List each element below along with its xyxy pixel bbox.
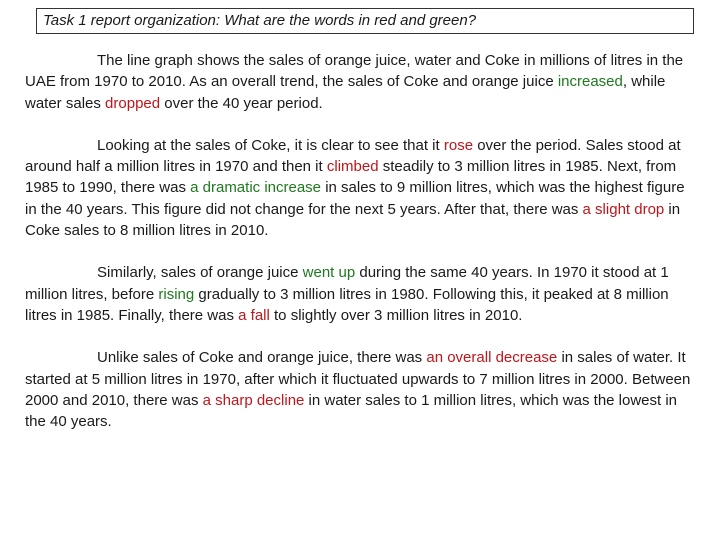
text-segment: over the period. Sales stood at around half a million litres in 1970 and then it (25, 136, 681, 176)
paragraph-orange-juice (25, 262, 697, 326)
text-segment: over the 40 year period. (160, 94, 323, 112)
text-segment: steadily to 3 million litres in 1985. Next, from 1985 to 1990, there was (25, 158, 677, 197)
text-segment: Looking at the sales of Coke, it is clear to see that it (97, 136, 444, 154)
text-segment: to slightly over 3 million litres in 2010. (269, 306, 523, 324)
text-segment: , while water sales (25, 73, 666, 112)
highlight-red: a fall (238, 306, 270, 324)
highlight-red: a slight drop (582, 200, 665, 218)
text-segment: gradually to 3 million litres in 1980. Following this, it peaked at 8 million litres in 1985. Finally, there was (25, 285, 669, 324)
text-segment: during the same 40 years. In 1970 it stood at 1 million litres, before (25, 264, 669, 303)
report-body (25, 50, 697, 453)
text-segment: in water sales to 1 million litres, which was the lowest in the 40 years. (25, 391, 678, 431)
text-segment: in sales of water. It started at 5 million litres in 1970, after which it fluctuated upwards to 7 million litres in 2000. Between 2000 and 2010, there was (25, 349, 691, 409)
highlight-red: dropped (105, 94, 161, 112)
highlight-red: climbed (326, 158, 379, 176)
text-segment: in Coke sales to 8 million litres in 2010. (25, 200, 681, 240)
text-segment: in sales to 9 million litres, which was the highest figure in the 40 years. This figure did not change for the next 5 years. After that, there was (25, 179, 685, 218)
paragraph-coke (25, 135, 697, 241)
paragraph-intro (25, 50, 697, 114)
paragraph-water (25, 347, 697, 432)
highlight-red: a sharp decline (202, 391, 305, 409)
highlight-green: rising (158, 285, 195, 303)
task-title: Task 1 report organization: What are the words in red and green? (43, 12, 477, 29)
highlight-green: increased (557, 73, 623, 91)
task-header (36, 8, 694, 34)
text-segment: The line graph shows the sales of orange juice, water and Coke in millions of litres in the UAE from 1970 to 2010. As an overall trend, the sales of Coke and orange juice (25, 52, 684, 91)
text-segment: Unlike sales of Coke and orange juice, there was (97, 349, 427, 367)
highlight-red: rose (443, 136, 474, 154)
highlight-green: went up (302, 264, 356, 282)
highlight-red: an overall decrease (426, 349, 558, 367)
text-segment: Similarly, sales of orange juice (97, 264, 303, 282)
highlight-green: a dramatic increase (190, 179, 322, 197)
